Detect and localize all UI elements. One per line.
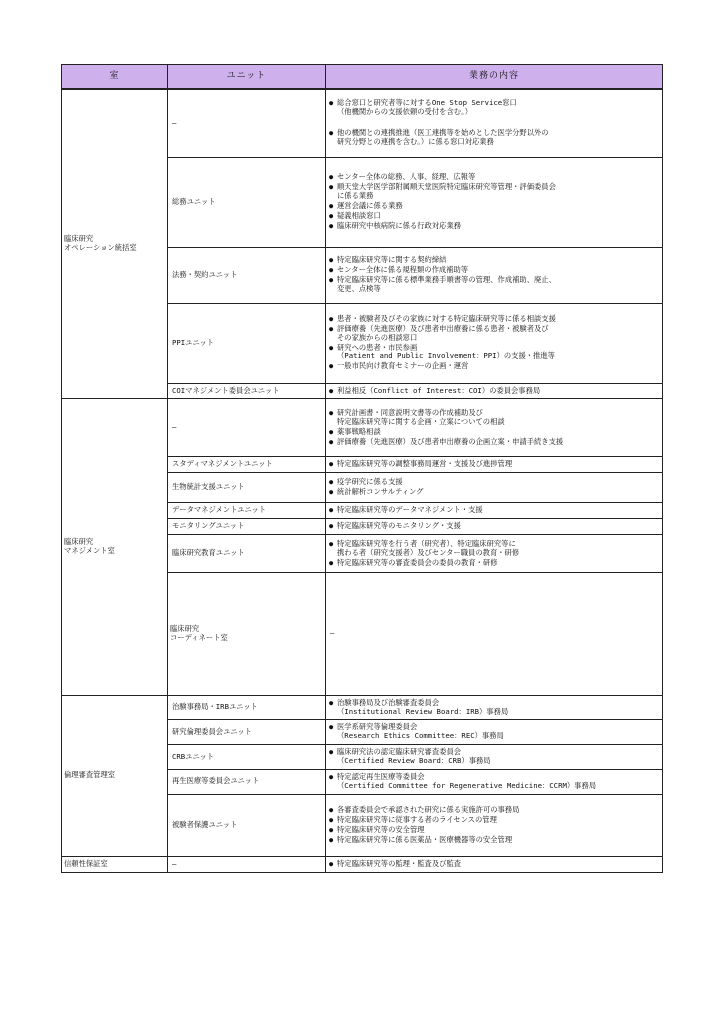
bullet-icon: ● bbox=[329, 256, 334, 265]
unit-monitoring: モニタリングユニット bbox=[168, 519, 326, 535]
room-ethics: 倫理審査管理室 bbox=[62, 695, 168, 856]
duty-item: ● センター全体に係る規程類の作成補助等 bbox=[329, 265, 469, 275]
duty-item: ● 特定臨床研究等の安全管理 bbox=[329, 824, 425, 834]
duty-item: ● センター全体の総務、人事、経理、広報等 bbox=[329, 172, 476, 182]
room-ops: 臨床研究 オペレーション統括室 bbox=[62, 89, 168, 399]
duty-item: ● 特定臨床研究等に係る医薬品・医療機器等の安全管理 bbox=[329, 834, 513, 844]
unit-coi: COIマネジメント委員会ユニット bbox=[168, 383, 326, 399]
room-mgmt: 臨床研究 マネジメント室 bbox=[62, 399, 168, 695]
duties-cell bbox=[326, 303, 663, 383]
bullet-icon: ● bbox=[329, 723, 334, 732]
bullet-icon: ● bbox=[329, 183, 334, 192]
duty-item: ● 特定臨床研究等の審査委員会の委員の教育・研修 bbox=[329, 557, 498, 567]
duty-item: ● 評価療養（先進医療）及び患者申出療養に係る患者・被験者及び その家族からの相談窓口 bbox=[329, 323, 549, 342]
bullet-icon: ● bbox=[329, 815, 334, 824]
duty-item: ● 治験事務局及び治験審査委員会 （Institutional Review Board：IRB）事務局 bbox=[329, 697, 509, 716]
bullet-icon: ● bbox=[329, 173, 334, 182]
duty-item: ● 運営会議に係る業務 bbox=[329, 201, 403, 210]
table-row bbox=[62, 89, 663, 157]
bullet-icon: ● bbox=[329, 539, 334, 548]
duties-cell bbox=[326, 745, 663, 770]
unit-crb: CRBユニット bbox=[168, 745, 326, 770]
bullet-icon: ● bbox=[329, 558, 334, 567]
bullet-icon: ● bbox=[329, 276, 334, 284]
room-reliability: 信頼性保証室 bbox=[62, 856, 168, 872]
unit-general: 総務ユニット bbox=[168, 157, 326, 247]
bullet-icon: ● bbox=[329, 343, 334, 352]
duties-cell bbox=[326, 247, 663, 303]
duties-cell bbox=[326, 473, 663, 503]
duty-item: ● 統計解析コンサルティング bbox=[329, 487, 424, 497]
bullet-icon: ● bbox=[329, 805, 334, 814]
duty-item: ● 臨床研究法の認定臨床研究審査委員会 （Certified Review Board：CRB）事務局 bbox=[329, 747, 491, 766]
unit-ccrm: 再生医療等委員会ユニット bbox=[168, 769, 326, 794]
duties-cell bbox=[326, 157, 663, 247]
unit-rec: 研究倫理委員会ユニット bbox=[168, 720, 326, 745]
unit-education: 臨床研究教育ユニット bbox=[168, 535, 326, 573]
bullet-icon: ● bbox=[329, 506, 334, 515]
duty-item: ● 特定臨床研究等の調整事務局運営・支援及び進捗管理 bbox=[329, 459, 513, 469]
duty-item: ● 各審査委員会で承認された研究に係る実施許可の事務局 bbox=[329, 804, 520, 814]
duty-item: ● 特定認定再生医療等委員会 （Certified Committee for Regenerative Medicine：CCRM）事務局 bbox=[329, 771, 597, 790]
duties-cell bbox=[326, 695, 663, 720]
unit-data: データマネジメントユニット bbox=[168, 503, 326, 519]
bullet-icon: ● bbox=[329, 460, 334, 469]
unit-biostat: 生物統計支援ユニット bbox=[168, 473, 326, 503]
duty-item: ● 利益相反（Conflict of Interest：COI）の委員会事務局 bbox=[329, 385, 541, 395]
unit-protection: 被験者保護ユニット bbox=[168, 794, 326, 856]
duty-item: ● 臨床研究中核病院に係る行政対応業務 bbox=[329, 220, 462, 230]
unit-legal: 法務・契約ユニット bbox=[168, 247, 326, 303]
unit-dash: — bbox=[168, 856, 326, 872]
duty-item: ● 特定臨床研究等のモニタリング・支援 bbox=[329, 521, 461, 531]
duty-item: ● 特定臨床研究等を行う者（研究者）、特定臨床研究等に 携わる者（研究支援者）及びセンター職員の教育・研修 bbox=[329, 538, 520, 557]
duties-cell bbox=[326, 535, 663, 573]
organization-table bbox=[61, 64, 663, 873]
duty-item: ● 特定臨床研究等に係る標準業務手順書等の管理、作成補助、廃止、 変更、点検等 bbox=[329, 275, 556, 293]
duty-item: ● 順天堂大学医学部附属順天堂医院特定臨床研究等管理・評価委員会 に係る業務 bbox=[329, 182, 556, 201]
duty-item: ● 研究計画書・同意説明文書等の作成補助及び 特定臨床研究等に関する企画・立案についての相談 bbox=[329, 408, 505, 426]
duties-cell bbox=[326, 503, 663, 519]
duty-item: ● 疫学研究に係る支援 bbox=[329, 477, 403, 487]
header-row bbox=[62, 65, 663, 90]
bullet-icon: ● bbox=[329, 324, 334, 333]
duty-item: ● 評価療養（先進医療）及び患者申出療養の企画立案・申請手続き支援 bbox=[329, 436, 564, 446]
bullet-icon: ● bbox=[329, 698, 334, 707]
bullet-icon: ● bbox=[329, 835, 334, 844]
duty-item: ● 特定臨床研究等に従事する者のライセンスの管理 bbox=[329, 814, 497, 824]
duty-item: ● 特定臨床研究等に関する契約締結 bbox=[329, 255, 447, 265]
bullet-icon: ● bbox=[329, 478, 334, 487]
unit-study: スタディマネジメントユニット bbox=[168, 457, 326, 473]
bullet-icon: ● bbox=[329, 99, 334, 108]
bullet-icon: ● bbox=[329, 859, 334, 868]
duties-cell bbox=[326, 457, 663, 473]
duty-item: ● 薬事戦略相談 bbox=[329, 426, 381, 436]
bullet-icon: ● bbox=[329, 314, 334, 323]
bullet-icon: ● bbox=[329, 362, 334, 371]
bullet-icon: ● bbox=[329, 211, 334, 220]
bullet-icon: ● bbox=[329, 221, 334, 230]
duties-cell bbox=[326, 856, 663, 872]
bullet-icon: ● bbox=[329, 825, 334, 834]
duty-item: ● 特定臨床研究等のデータマネジメント・支援 bbox=[329, 505, 483, 515]
header-duties: 業務の内容 bbox=[326, 65, 663, 90]
bullet-icon: ● bbox=[329, 129, 334, 138]
bullet-icon: ● bbox=[329, 522, 334, 531]
room-coord: 臨床研究 コーディネート室 bbox=[168, 573, 326, 696]
unit-dash: — bbox=[326, 573, 663, 696]
table-row bbox=[62, 695, 663, 720]
table-row bbox=[62, 399, 663, 457]
duty-item: ● 患者・被験者及びその家族に対する特定臨床研究等に係る相談支援 bbox=[329, 313, 556, 323]
duty-item: ● 一般市民向け教育セミナーの企画・運営 bbox=[329, 361, 469, 371]
duties-cell bbox=[326, 383, 663, 399]
bullet-icon: ● bbox=[329, 409, 334, 418]
bullet-icon: ● bbox=[329, 427, 334, 436]
unit-dash: — bbox=[168, 399, 326, 457]
duty-item: ● 研究への患者・市民参画 （Patient and Public Involvement：PPI）の支援・推進等 bbox=[329, 342, 555, 361]
bullet-icon: ● bbox=[329, 386, 334, 395]
unit-dash: — bbox=[168, 89, 326, 157]
duties-cell bbox=[326, 519, 663, 535]
duties-cell bbox=[326, 720, 663, 745]
duty-item: ● 疑義相談窓口 bbox=[329, 210, 381, 220]
duty-item: ● 他の機関との連携推進（医工連携等を始めとした医学分野以外の 研究分野との連携を含む。）に係る窓口対応業務 bbox=[329, 128, 549, 147]
bullet-icon: ● bbox=[329, 266, 334, 275]
bullet-icon: ● bbox=[329, 437, 334, 446]
header-unit: ユニット bbox=[168, 65, 326, 90]
bullet-icon: ● bbox=[329, 772, 334, 781]
unit-irb: 治験事務局・IRBユニット bbox=[168, 695, 326, 720]
table-row bbox=[62, 856, 663, 872]
bullet-icon: ● bbox=[329, 488, 334, 497]
duty-item: ● 特定臨床研究等の監理・監査及び監査 bbox=[329, 858, 462, 868]
duty-item: ● 総合窓口と研究者等に対するOne Stop Service窓口 （他機関からの支援依頼の受付を含む。） bbox=[329, 98, 517, 117]
duties-cell bbox=[326, 769, 663, 794]
unit-ppi: PPIユニット bbox=[168, 303, 326, 383]
header-room: 室 bbox=[62, 65, 168, 90]
duties-cell bbox=[326, 89, 663, 157]
duties-cell bbox=[326, 399, 663, 457]
bullet-icon: ● bbox=[329, 748, 334, 757]
duty-item: ● 医学系研究等倫理委員会 （Research Ethics Committee：REC）事務局 bbox=[329, 722, 504, 741]
bullet-icon: ● bbox=[329, 202, 334, 210]
duties-cell bbox=[326, 794, 663, 856]
